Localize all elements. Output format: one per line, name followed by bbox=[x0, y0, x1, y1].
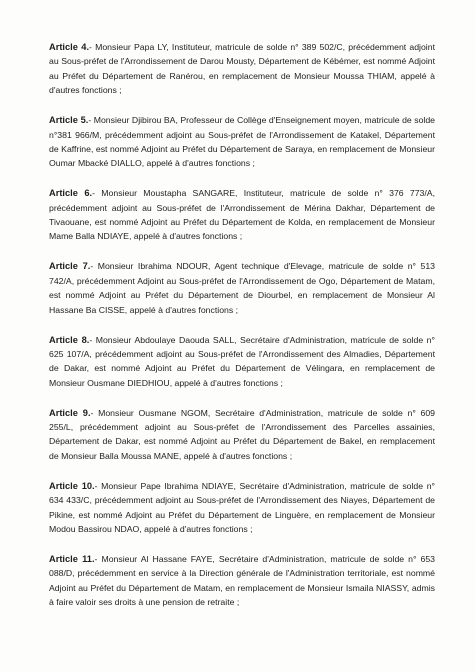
article-7 bbox=[49, 259, 435, 317]
article-11-text: - Monsieur Al Hassane FAYE, Secrétaire d'Administration, matricule de solde n° 653 088/D, précédemment en service à la Direction générale de l'Administration territoriale, est nommé Adjoint au Préfet du Département de Matam, en remplacement de Monsieur Ismaila NIASSY, admis à faire valoir ses droits à une pension de retraite ; bbox=[49, 553, 435, 608]
article-4-label: Article 4. bbox=[49, 42, 90, 52]
article-6 bbox=[49, 186, 435, 244]
article-9-text: - Monsieur Ousmane NGOM, Secrétaire d'Administration, matricule de solde n° 609 255/L, précédemment adjoint au Sous-préfet de l'Arrondissement des Parcelles assainies, Département de Dakar, est nommé Adjoint au Préfet du Département de Bakel, en remplacement de Monsieur Balla Moussa MANE, appelé à d'autres fonctions ; bbox=[49, 407, 435, 461]
article-10-text: - Monsieur Pape Ibrahima NDIAYE, Secrétaire d'Administration, matricule de solde n° 634 433/C, précédemment adjoint au Sous-préfet de l'Arrondissement des Niayes, Département de Pikine, est nommé Adjoint au Préfet du Département de Linguère, en remplacement de Monsieur Modou Bassirou NDAO, appelé à d'autres fonctions ; bbox=[49, 480, 435, 534]
article-11 bbox=[49, 552, 435, 610]
article-7-text: - Monsieur Ibrahima NDOUR, Agent technique d'Elevage, matricule de solde n° 513 742/A, précédemment Adjoint au Sous-préfet de l'Arrondissement de Ogo, Département de Matam, est nommé Adjoint au Préfet du Département de Diourbel, en remplacement de Monsieur Al Hassane Ba CISSE, appelé à d'autres fonctions ; bbox=[49, 261, 435, 315]
article-4 bbox=[49, 40, 435, 98]
article-8-label: Article 8. bbox=[49, 334, 90, 345]
article-9 bbox=[49, 406, 435, 464]
article-4-text: - Monsieur Papa LY, Instituteur, matricule de solde n° 389 502/C, précédemment adjoint au Sous-préfet de l'Arrondissement de Darou Mousty, Département de Kébémer, est nommé Adjoint au Préfet du Département de Ranérou, en remplacement de Monsieur Moussa THIAM, appelé à d'autres fonctions ; bbox=[49, 42, 435, 96]
article-5-label: Article 5. bbox=[49, 115, 89, 126]
article-8-text: - Monsieur Abdoulaye Daouda SALL, Secrétaire d'Administration, matricule de solde n° 625 107/A, précédemment adjoint au Sous-préfet de l'Arrondissement des Almadies, Département de Dakar, est nommé Adjoint au Préfet du Département de Vélingara, en remplacement de Monsieur Ousmane DIEDHIOU, appelé à d'autres fonctions ; bbox=[49, 334, 435, 388]
article-10-label: Article 10. bbox=[49, 480, 95, 491]
article-9-label: Article 9. bbox=[49, 407, 91, 418]
article-8 bbox=[49, 333, 435, 391]
article-6-text: - Monsieur Moustapha SANGARE, Instituteur, matricule de solde n° 376 773/A, précédemment adjoint au Sous-préfet de l'Arrondissement de Mérina Dakhar, Département de Tivaouane, est nommé Adjoint au Préfet du Département de Kolda, en remplacement de Monsieur Mame Balla NDIAYE, appelé à d'autres fonctions ; bbox=[49, 188, 436, 242]
article-11-label: Article 11. bbox=[49, 553, 95, 564]
article-5-text: - Monsieur Djibirou BA, Professeur de Collège d'Enseignement moyen, matricule de solde n°381 966/M, précédemment adjoint au Sous-préfet de l'Arrondissement de Katakel, Département de Kaffrine, est nommé Adjoint au Préfet du Département de Saraya, en remplacement de Monsieur Oumar Mbacké DIALLO, appelé à d'autres fonctions ; bbox=[49, 115, 435, 169]
article-6-label: Article 6. bbox=[49, 188, 93, 199]
article-5 bbox=[49, 113, 435, 171]
article-7-label: Article 7. bbox=[49, 261, 91, 272]
article-10 bbox=[49, 479, 435, 537]
